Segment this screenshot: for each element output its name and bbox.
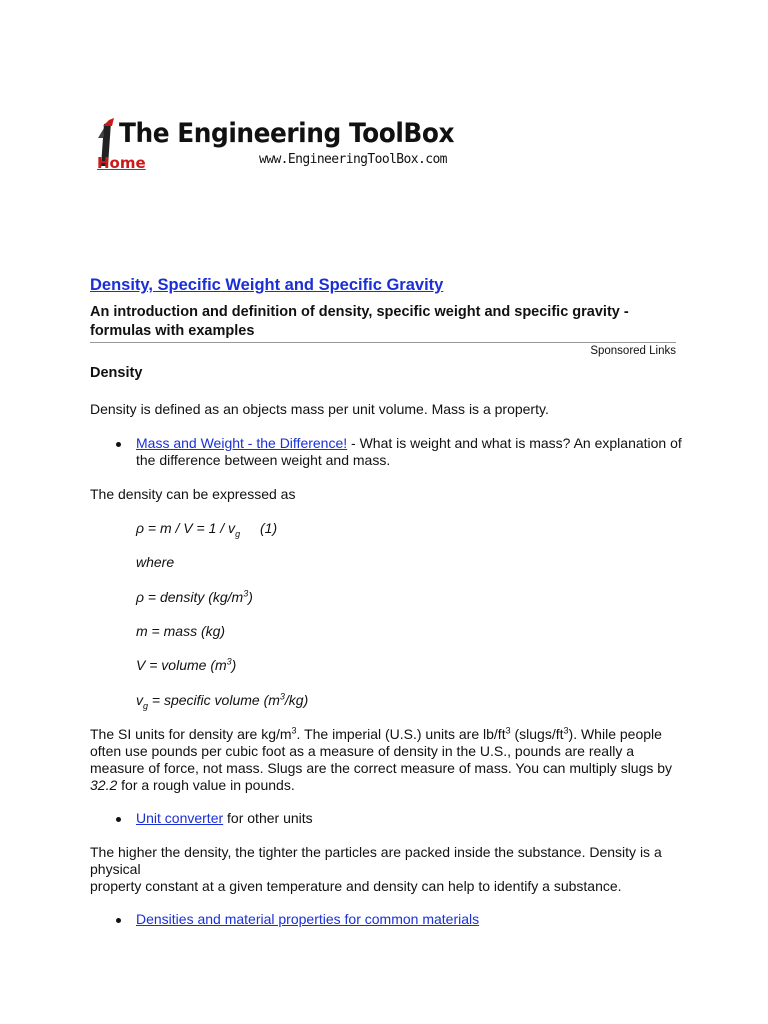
bullet-dot: [116, 918, 121, 923]
home-link[interactable]: Home: [97, 154, 146, 172]
si-units-line-1: The SI units for density are $kg/m^3$. The imperial (U.S.) units are $lb/ft^3$ $(slugs/ft^3)$. While people: [90, 725, 662, 742]
expressed-text: The density can be expressed as: [90, 486, 296, 502]
si-units-line-4: 32.2 for a rough value in pounds.: [90, 777, 295, 793]
bullet-dot: [116, 442, 121, 447]
densities-materials-link[interactable]: Densities and material properties for common materials: [136, 911, 480, 927]
equation-number: (1): [260, 520, 278, 536]
si-units-line-3: measure of force, not mass. Slugs are the correct measure of mass. You can multiply slugs by: [90, 760, 673, 776]
unit-converter-link[interactable]: Unit converter: [136, 810, 224, 826]
higher-density-line-1: The higher the density, the tighter the particles are packed inside the substance. Density is a: [90, 844, 662, 860]
site-logo[interactable]: [95, 112, 455, 174]
logo-url: www.EngineeringToolBox.com: [259, 152, 447, 167]
list-item: Mass and Weight - the Difference! - What is weight and what is mass? An explanation of: [136, 435, 682, 451]
higher-density-line-2: physical: [90, 861, 141, 877]
higher-density-line-3: property constant at a given temperature and density can help to identify a substance.: [90, 878, 622, 894]
page-subtitle: An introduction and definition of density, specific weight and specific gravity - formulas with examples: [90, 304, 629, 339]
def-volume: V = volume $(m^3)$: [136, 656, 237, 673]
section-heading-density: Density: [90, 365, 143, 381]
density-intro: Density is defined as an objects mass per unit volume. Mass is a property.: [90, 401, 549, 417]
mass-weight-link[interactable]: Mass and Weight - the Difference!: [136, 435, 348, 451]
sponsored-links-label: Sponsored Links: [590, 345, 676, 357]
bullet-dot: [116, 817, 121, 822]
divider: [90, 342, 676, 343]
def-mass: m = mass (kg): [136, 623, 226, 639]
def-rho: ρ = density $(kg/m^3)$: [136, 588, 253, 605]
list-item: Unit converter for other units: [136, 810, 313, 826]
list-item-continuation: the difference between weight and mass.: [136, 452, 391, 468]
where-label: where: [136, 554, 175, 570]
def-specific-volume: $v_g$ = specific volume $(m^3/kg)$: [136, 691, 309, 711]
density-equation: $\rho = m / V = 1 / v_g$: [136, 520, 241, 539]
logo-title: The Engineering ToolBox: [119, 118, 455, 149]
si-units-line-2: often use pounds per cubic foot as a measure of density in the U.S., pounds are really a: [90, 743, 634, 759]
page-title-link[interactable]: Density, Specific Weight and Specific Gravity: [90, 276, 444, 294]
list-item: [136, 911, 479, 928]
